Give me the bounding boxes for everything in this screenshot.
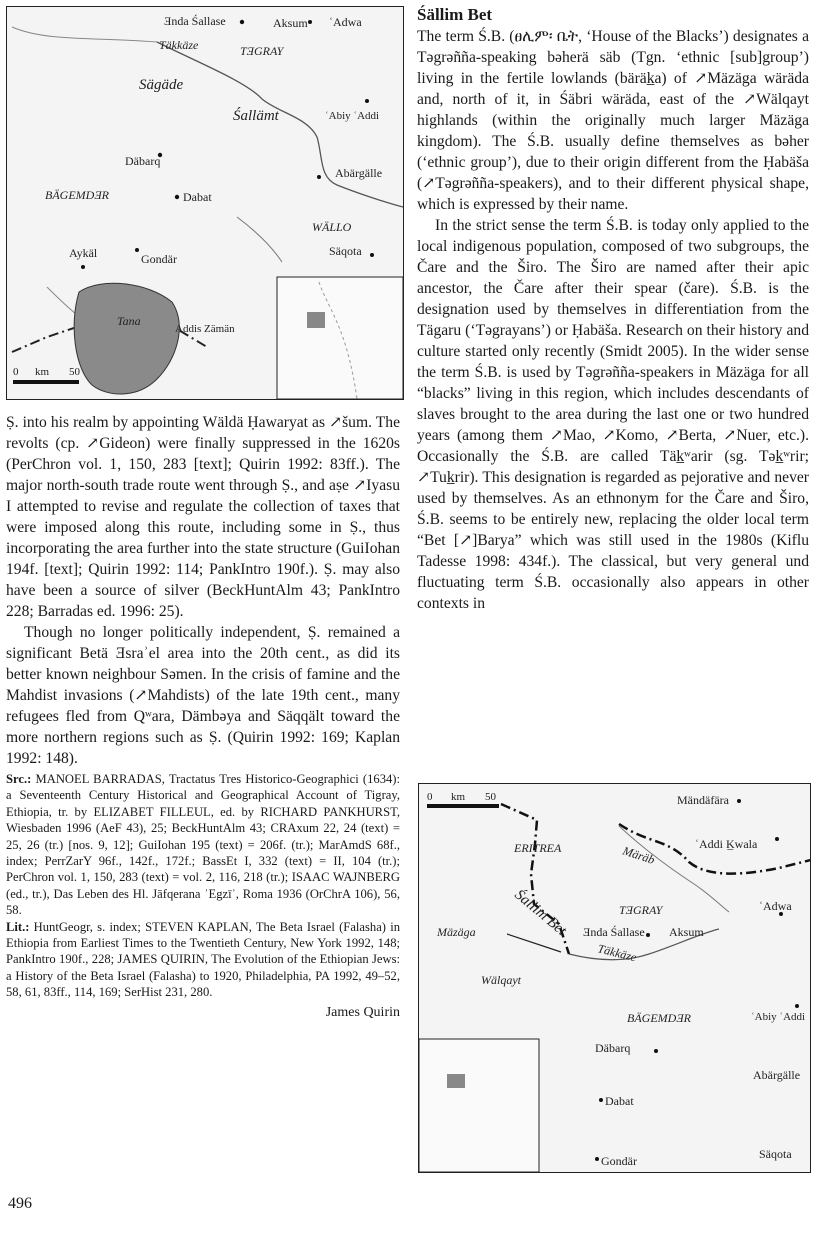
literature-label: Lit.: (6, 919, 30, 934)
map-label: Aykäl (69, 246, 98, 260)
sources-label: Src.: (6, 772, 32, 786)
body-paragraph: Though no longer politically independent, Ṣ. remained a significant Betä Ǝsraʾel area into the 20th cent., as did its better known neighbour Səmen. In the crisis of famine and the Mahdist invasions (↗Mahdists) of the late 19th cent., many refugees fled from Qʷara, Dämbəya and Säqqält toward the more northern regions such as Ṣ. (Quirin 1992: 169; Kaplan 1992: 148). (6, 624, 400, 767)
map-top-graphic (7, 7, 403, 399)
scale-label: km (451, 791, 466, 803)
inset-highlight (307, 312, 325, 328)
map-label: Abärgälle (335, 166, 383, 180)
map-label: ʿAbiy ʿAddi (325, 110, 380, 122)
map-label: Mäzäga (437, 925, 476, 939)
map-label: Ǝnda Śallase (164, 14, 226, 28)
inset-highlight (447, 1074, 465, 1088)
town-dot (317, 175, 321, 179)
inset-map (419, 1039, 539, 1172)
map-label: Dabat (183, 190, 212, 204)
map-label: Mändäfära (677, 793, 729, 807)
scale-label: 0 (13, 366, 19, 378)
map-label: Aksum (669, 925, 704, 939)
town-dot (135, 248, 139, 252)
town-dot (654, 1049, 658, 1053)
map-label: Addis Zämän (175, 323, 235, 335)
literature-block (6, 919, 400, 1001)
map-label: Sägäde (139, 77, 184, 93)
body-paragraph: The term Ś.B. (ፀሊም፡ ቤት, ‘House of the Blacks’) designates a Təgrəñña-speaking bəherä säb (Tgn. ‘ethnic [sub]group’) living in the fertile lowlands (bäräk̲a) of ↗Mäzäga wäräda and, north of it, in Śäbri wäräda, east of the ↗Wälqayt highlands (within the originally much larger Mäzäga kingdom). The Ś.B. usually define themselves as bəher (‘ethnic group’), due to their origin different from the Ḥabäša (↗Təgrəñña-speakers), and to their different physical shape, which is expressed by their name. (417, 28, 809, 213)
map-label: Ǝnda Śallase (583, 925, 645, 939)
map-label: Wälqayt (481, 973, 521, 987)
map-label: Gondär (601, 1154, 637, 1168)
boundary (237, 217, 282, 262)
pointer-line (507, 934, 561, 952)
map-label: TƎGRAY (619, 903, 663, 917)
map-label: ʿAdwa (329, 15, 362, 29)
body-paragraph: In the strict sense the term Ś.B. is today only applied to the local indigenous population, composed of two subgroups, the Čare and the Širo. The Širo are named after their apic ancestor, the Čare after their spear (čare). Ś.B. is the designation used by themselves in differentiation from the Tägaru (‘Təgrayans’) or Ḥabäša. Research on their history and culture started only recently (Smidt 2005). In the wider sense the term Ś.B. is used by Təgrəñña-speakers in Mäzäga for all “blacks” living in this region, which includes descendants of slaves brought to the area during the last one or two hundred years (among them ↗Mao, ↗Komo, ↗Berta, ↗Nuer, etc.). Occasionally the Ś.B. are called Täk̲ʷarir (sg. Tək̲ʷrir; ↗Tuk̲rir). This designation is regarded as pejorative and never used by themselves. As an ethnonym for the Čare and Širo, Ś.B. seems to be entirely new, replacing the older local term “Bet [↗]Barya” which was still used in the 1980s (Kiflu Tadesse 1998: 434f.). The classical, but very general und fluctuating term Ś.B. occasionally also appears in other contexts in (417, 217, 809, 612)
literature-text: HuntGeogr, s. index; STEVEN KAPLAN, The Beta Israel (Falasha) in Ethiopia from Earliest Times to the Twentieth Century, New York 1992, 148; PankIntro 190f., 228; JAMES QUIRIN, The Evolution of the Ethiopian Jews: a History of the Beta Israel (Falasha) to 1920, Philadelphia, PA 1992, 49–52, 58, 61, 83ff., 114, 169; SerHist 231, 280. (6, 919, 400, 1000)
scale-bar (13, 380, 79, 384)
inset-map (277, 277, 403, 399)
map-label: ʿAddi K̲wala (695, 837, 758, 851)
map-label: Dabat (605, 1094, 634, 1108)
sources-text: MANOEL BARRADAS, Tractatus Tres Historico-Geographici (1634): a Seventeenth Century Historical and Geographical Account of Tigray, Ethiopia, tr. by ELIZABET FILLEUL, ed. by RICHARD PANKHURST, Wiesbaden 1996 (AeF 43), 25; BeckHuntAlm 43; CRAxum 22, 24 (text) = 25, 26 (tr.) [nos. 9, 12]; GuiIohan 195 (text) = 206f. (tr.); MarAmdS 68f., index; PerrZarY 96f., 142f., 172f.; BassEt I, 332 (text) = II, 104 (tr.); PerChron vol. 1, 150, 283 (text) = vol. 2, 116, 218 (tr.); ISAAC WAJNBERG (ed., tr.), Das Leben des Hl. Jāfqerana ʾEgzīʾ, Roma 1936 (OrChrA 106), 56, 58. (6, 772, 400, 918)
map-top (6, 6, 404, 400)
river-takkaze (157, 42, 403, 207)
map-label: ʿAdwa (759, 899, 792, 913)
town-dot (795, 1004, 799, 1008)
town-dot (308, 20, 312, 24)
map-label: Säqota (759, 1147, 792, 1161)
right-column (417, 4, 809, 614)
map-label: Tana (117, 314, 141, 328)
town-dot (595, 1157, 599, 1161)
map-label: TƎGRAY (240, 44, 284, 58)
map-label: Täkkäze (596, 941, 638, 965)
town-dot (775, 837, 779, 841)
map-label: Däbarq (125, 154, 161, 168)
map-label: ʿAbiy ʿAddi (751, 1011, 806, 1023)
town-dot (240, 20, 244, 24)
scale-label: 50 (69, 366, 80, 378)
river (12, 27, 157, 42)
map-label: BÄGEMDƎR (627, 1011, 691, 1025)
map-bottom-graphic (419, 784, 810, 1172)
author-name: James Quirin (325, 1004, 400, 1020)
town-dot (370, 253, 374, 257)
map-label: WÄLLO (312, 220, 352, 234)
map-label: Märäb (621, 843, 657, 867)
scale-bar (427, 804, 499, 808)
map-label: Täkkäze (159, 38, 199, 52)
map-label: Śallämt (233, 108, 279, 124)
page-number: 496 (8, 1195, 32, 1212)
sources-block (6, 771, 400, 919)
town-dot (365, 99, 369, 103)
map-label: Gondär (141, 252, 177, 266)
left-column (6, 412, 400, 1021)
town-dot (646, 933, 650, 937)
scale-label: 50 (485, 791, 496, 803)
map-label: BÄGEMDƎR (45, 188, 109, 202)
map-label: Abärgälle (753, 1068, 801, 1082)
scale-label: km (35, 366, 50, 378)
scale-label: 0 (427, 791, 433, 803)
town-dot (175, 195, 179, 199)
lake-tana (74, 283, 179, 394)
map-label: Śallim Bet (511, 886, 570, 939)
town-dot (737, 799, 741, 803)
town-dot (599, 1098, 603, 1102)
map-label: Däbarq (595, 1041, 631, 1055)
article-heading: Śällim Bet (417, 5, 493, 24)
map-label: Säqota (329, 244, 362, 258)
town-dot (81, 265, 85, 269)
body-paragraph: Ṣ. into his realm by appointing Wäldä Ḥawaryat as ↗šum. The revolts (cp. ↗Gideon) were finally suppressed in the 1620s (PerChron vol. 1, 150, 283 [text]; Quirin 1992: 83ff.). The major north-south trade route went through Ṣ., and aṣe ↗Iyasu I attempted to revise and regulate the collection of taxes that were imposed along this route, including some in Ṣ., thus incorporating the area further into the state structure (GuiIohan 194f. [text]; Quirin 1992: 114; PankIntro 190f.). Ṣ. may also have been a source of silver (BeckHuntAlm 43; PankIntro 228; Barradas ed. 1996: 25). (6, 414, 400, 620)
map-label: Aksum (273, 16, 308, 30)
map-bottom (418, 783, 811, 1173)
map-label: ERITREA (514, 841, 562, 855)
